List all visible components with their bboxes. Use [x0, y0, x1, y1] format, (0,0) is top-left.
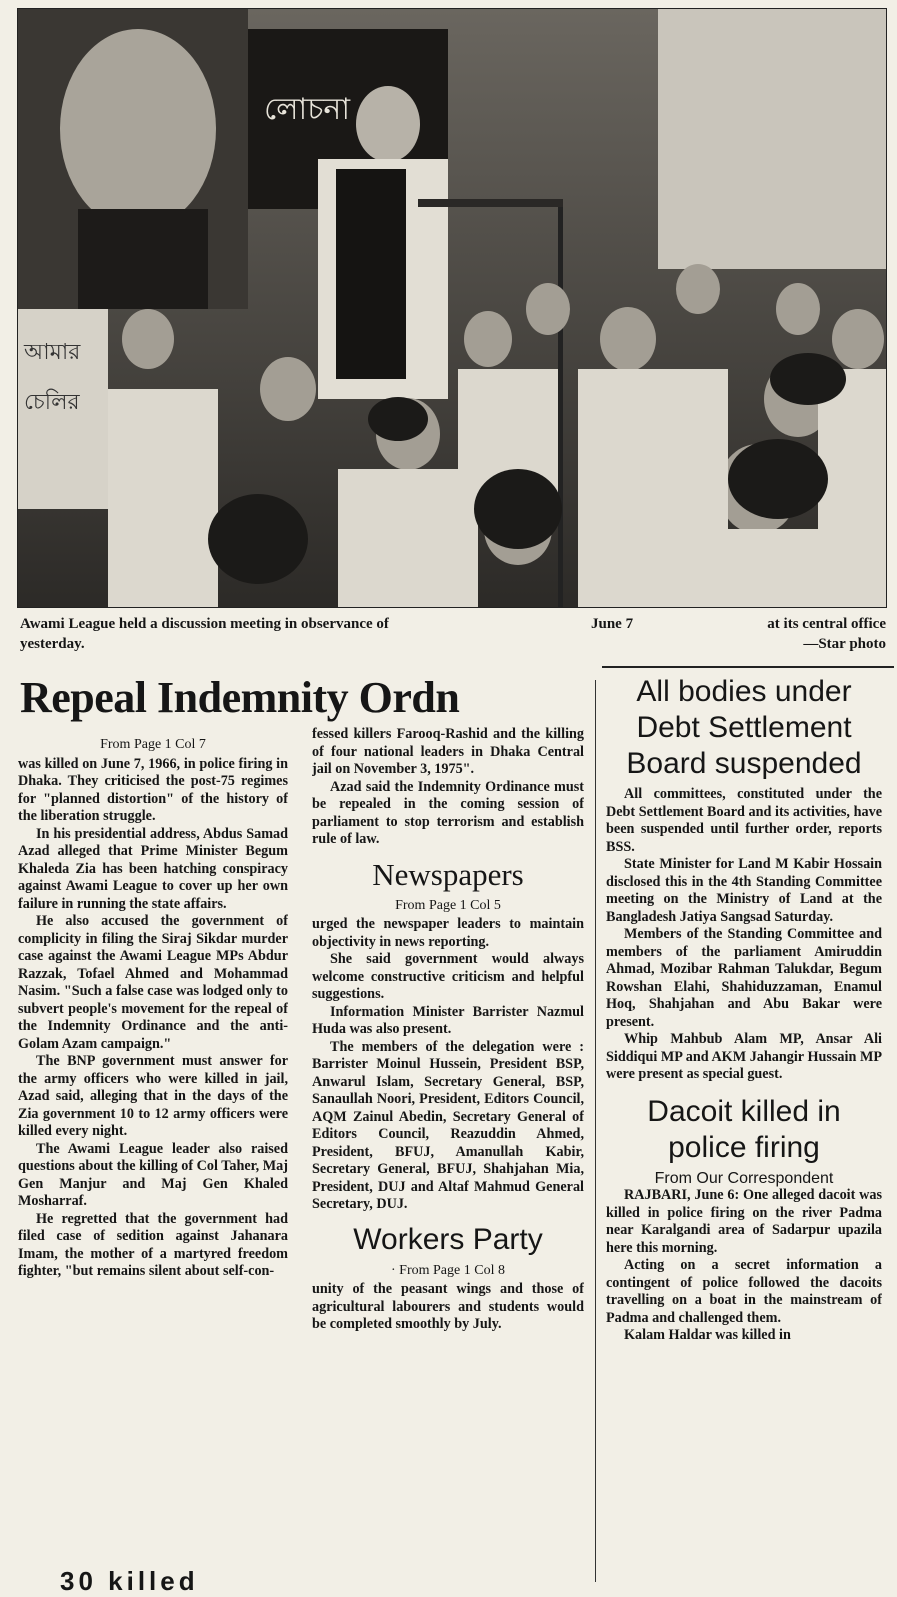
caption-credit: —Star photo [803, 636, 886, 652]
speaker [356, 86, 420, 162]
paragraph: urged the newspaper leaders to maintain objectivity in news reporting. [312, 916, 584, 950]
dacoit-headline: Dacoit killed in police firing [647, 1094, 841, 1164]
paragraph: All committees, constituted under the Debt Settlement Board and its activities, have been suspended until further order, reports BSS. [606, 786, 882, 855]
byline: From Our Correspondent [654, 1169, 834, 1187]
caption-line-1: Awami League held a discussion meeting in observance of [20, 616, 389, 632]
workers-party-headline: Workers Party [353, 1222, 543, 1256]
news-photo [17, 8, 887, 608]
newspapers-headline: Newspapers [372, 856, 524, 892]
paragraph: She said government would always welcome constructive criticism and helpful suggestions. [312, 951, 584, 1002]
paragraph: was killed on June 7, 1966, in police firing in Dhaka. They criticised the post-75 regimes for "planned distortion" of the history of the liberation struggle. [18, 755, 288, 824]
paragraph: He regretted that the government had filed case of sedition against Jahanara Imam, the mother of a martyred freedom fighter, "but remains silent about self-con- [18, 1210, 288, 1279]
caption-date: June 7 [591, 616, 634, 632]
main-headline: Repeal Indemnity Ordn [20, 673, 460, 722]
svg-text:আমার: আমার [24, 340, 81, 365]
banner-text: লোচনা [264, 92, 351, 127]
caption-line-2: yesterday. [20, 636, 85, 652]
paragraph: The Awami League leader also raised questions about the killing of Col Taher, Maj Gen Manjur and Maj Gen Khaled Mosharraf. [18, 1140, 288, 1209]
main-story-column-1 [18, 736, 288, 1582]
paragraph: unity of the peasant wings and those of agricultural labourers and students would be completed smoothly by July. [312, 1281, 584, 1332]
paragraph: Information Minister Barrister Nazmul Huda was also present. [312, 1003, 584, 1037]
jump-line: From Page 1 Col 7 [100, 737, 206, 752]
paragraph: Members of the Standing Committee and members of the parliament Amiruddin Ahmad, Mozibar Rahman Talukdar, Begum Rowshan Elahi, Shahiduzzaman, Enamul Hoq, Shahjahan and Abu Bakar were present. [606, 926, 882, 1030]
paragraph: RAJBARI, June 6: One alleged dacoit was killed in police firing on the river Padma near Karalgandi area of Sadarpur upazila here this morning. [606, 1187, 882, 1256]
paragraph: Whip Mahbub Alam MP, Ansar Ali Siddiqui MP and AKM Jahangir Hussain MP were present as special guest. [606, 1031, 882, 1082]
paragraph: State Minister for Land M Kabir Hossain disclosed this in the 4th Standing Committee meeting on the Ministry of Land at the Bangladesh Jatiya Sangsad Saturday. [606, 856, 882, 925]
paragraph: In his presidential address, Abdus Samad Azad alleged that Prime Minister Begum Khaleda Zia has been hatching conspiracy against Awami League to cover up her own failure in running the state affairs. [18, 825, 288, 912]
paragraph: The members of the delegation were : Barrister Moinul Hussein, President BSP, Anwarul Islam, Secretary General, BSP, Sanaullah Noori, President, Editors Council, AQM Zainul Abedin, Secretary General of Editors Council, Reazuddin Ahmed, President, BFUJ, Amanullah Kabir, Secretary General, BFUJ, Shahjahan Mia, President, DUJ and Altaf Mahmud General Secretary, DUJ. [312, 1038, 584, 1212]
caption-right-1: at its central office [767, 616, 886, 632]
paragraph: Kalam Haldar was killed in [624, 1327, 791, 1343]
main-story-column-2 [312, 726, 584, 1582]
paragraph: Acting on a secret information a contingent of police followed the dacoits travelling on a boat in the mainstream of Padma and challenged them. [606, 1257, 882, 1326]
svg-text:চেলির: চেলির [24, 390, 80, 415]
meeting-photo-illustration [18, 9, 886, 607]
debt-board-headline: All bodies under Debt Settlement Board suspended [626, 675, 862, 780]
jump-line: · From Page 1 Col 8 [391, 1262, 505, 1278]
paragraph: fessed killers Farooq-Rashid and the killing of four national leaders in Dhaka Central jail on November 3, 1975". [312, 726, 584, 777]
section-rule [602, 666, 894, 668]
right-column [606, 674, 882, 1582]
jump-line: From Page 1 Col 5 [395, 897, 501, 913]
paragraph: Azad said the Indemnity Ordinance must be repealed in the coming session of parliament to stop terrorism and establish rule of law. [312, 778, 584, 847]
photo-caption [20, 614, 886, 658]
paragraph: The BNP government must answer for the army officers who were killed in jail, Azad said, alleging that in the days of the Zia government 10 to 12 army officers were killed every night. [18, 1053, 288, 1139]
column-rule [595, 680, 596, 1582]
paragraph: He also accused the government of complicity in filing the Siraj Sikdar murder case against the Awami League MPs Abdur Razzak, Tofael Ahmed and Mohammad Nasim. "Such a false case was lodged only to subvert people's movement for the repeal of the Indemnity Ordinance and the anti-Golam Azam campaign." [18, 913, 288, 1052]
next-headline-fragment: 30 killed [60, 1566, 199, 1596]
